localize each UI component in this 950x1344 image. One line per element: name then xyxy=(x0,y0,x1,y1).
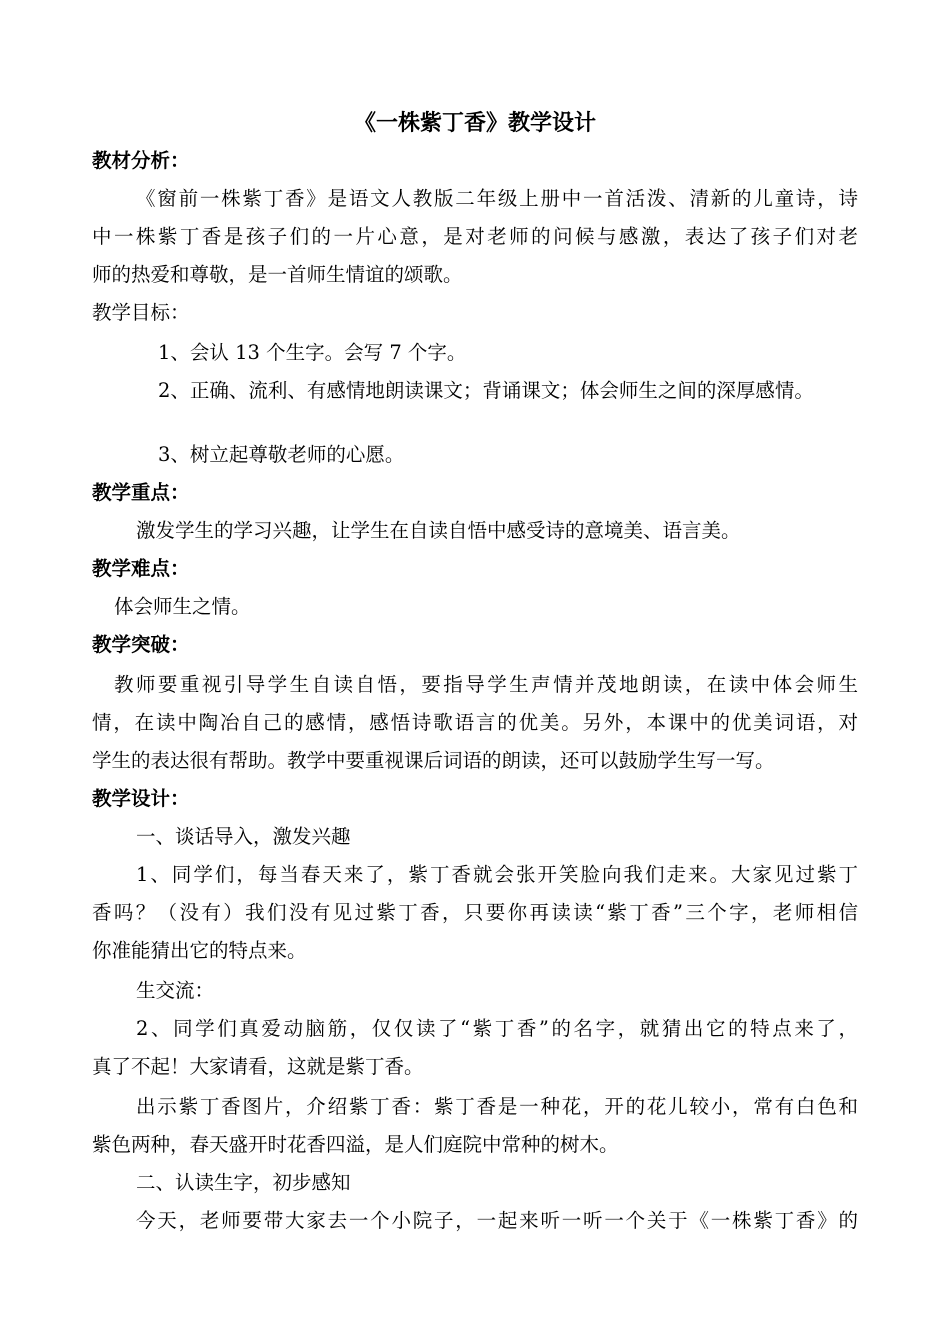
breakthrough-line: 情，在读中陶冶自己的感情，感悟诗歌语言的优美。另外，本课中的优美词语，对 xyxy=(92,711,858,734)
breakthrough-line: 学生的表达很有帮助。教学中要重视课后词语的朗读，还可以鼓励学生写一写。 xyxy=(92,749,775,772)
goal-item: 3、树立起尊敬老师的心愿。 xyxy=(158,443,405,466)
difficulty-heading: 教学难点： xyxy=(92,557,190,580)
analysis-heading: 教材分析： xyxy=(92,149,190,172)
design-line: 1、同学们，每当春天来了，紫丁香就会张开笑脸向我们走来。大家见过紫丁 xyxy=(136,863,858,886)
goal-item: 1、会认 13 个生字。会写 7 个字。 xyxy=(158,341,467,364)
design-line: 出示紫丁香图片，介绍紫丁香：紫丁香是一种花，开的花儿较小，常有白色和 xyxy=(136,1095,858,1118)
breakthrough-heading: 教学突破： xyxy=(92,633,190,656)
design-line: 紫色两种，春天盛开时花香四溢，是人们庭院中常种的树木。 xyxy=(92,1133,619,1156)
design-line: 一、谈话导入，激发兴趣 xyxy=(136,825,351,848)
design-line: 2、同学们真爱动脑筋，仅仅读了“紫丁香”的名字，就猜出它的特点来了， xyxy=(136,1017,858,1040)
goals-heading: 教学目标： xyxy=(92,301,190,324)
focus-heading: 教学重点： xyxy=(92,481,190,504)
design-line: 二、认读生字，初步感知 xyxy=(136,1171,351,1194)
design-line: 真了不起！大家请看，这就是紫丁香。 xyxy=(92,1055,424,1078)
goal-item: 2、正确、流利、有感情地朗读课文；背诵课文；体会师生之间的深厚感情。 xyxy=(158,379,814,402)
design-line: 你准能猜出它的特点来。 xyxy=(92,939,307,962)
design-line: 香吗？（没有）我们没有见过紫丁香，只要你再读读“紫丁香”三个字，老师相信 xyxy=(92,901,858,924)
analysis-line: 中一株紫丁香是孩子们的一片心意，是对老师的问候与感激，表达了孩子们对老 xyxy=(92,225,858,248)
design-heading: 教学设计： xyxy=(92,787,190,810)
design-line: 生交流： xyxy=(136,979,215,1002)
focus-text: 激发学生的学习兴趣，让学生在自读自悟中感受诗的意境美、语言美。 xyxy=(136,519,741,542)
analysis-line: 师的热爱和尊敬，是一首师生情谊的颂歌。 xyxy=(92,263,463,286)
analysis-line: 《窗前一株紫丁香》是语文人教版二年级上册中一首活泼、清新的儿童诗，诗 xyxy=(136,187,858,210)
document-title: 《一株紫丁香》教学设计 xyxy=(353,110,596,136)
design-line: 今天，老师要带大家去一个小院子，一起来听一听一个关于《一株紫丁香》的 xyxy=(136,1209,858,1232)
difficulty-text: 体会师生之情。 xyxy=(114,595,251,618)
breakthrough-line: 教师要重视引导学生自读自悟，要指导学生声情并茂地朗读，在读中体会师生 xyxy=(114,673,858,696)
